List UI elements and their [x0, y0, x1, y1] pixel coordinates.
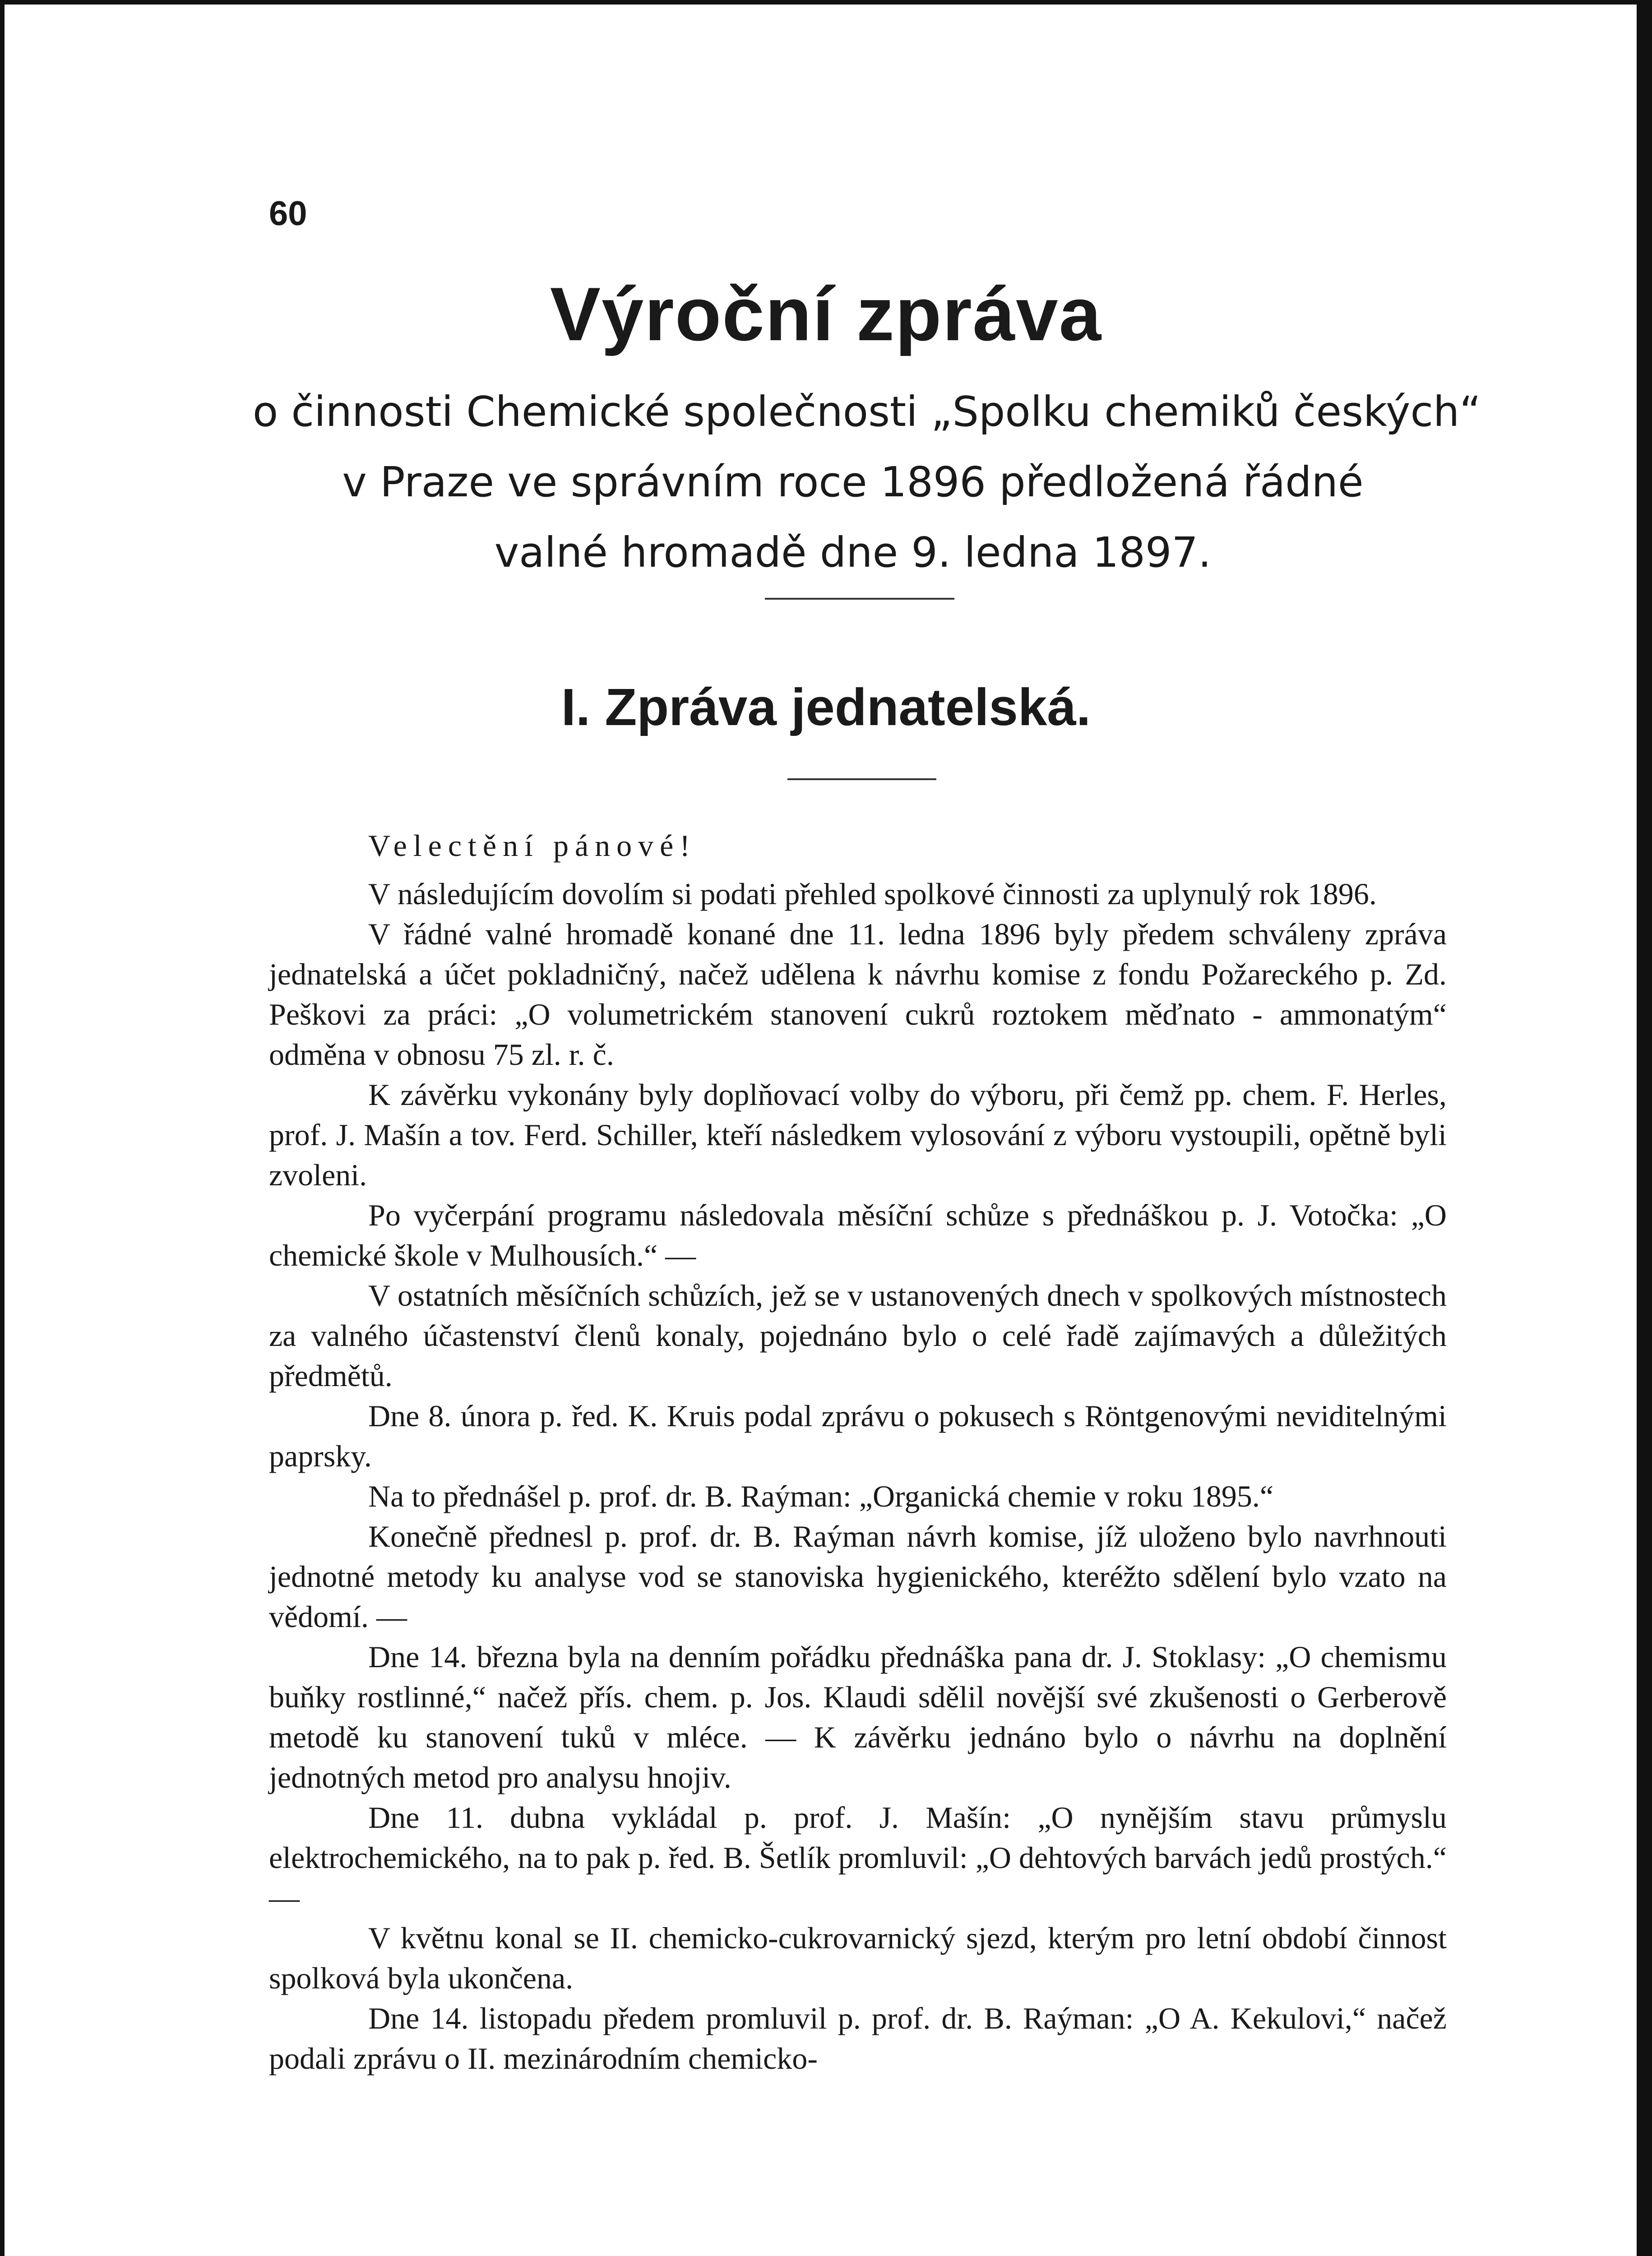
page-title: Výroční zpráva	[550, 272, 1102, 356]
divider-rule	[787, 778, 936, 780]
paragraph: V následujícím dovolím si podati přehled spolkové činnosti za uplynulý rok 1896.	[368, 877, 1377, 911]
paragraph: Dne 8. února p. řed. K. Kruis podal zprávu o pokusech s Röntgenovými neviditelnými paprsky.	[269, 1399, 1447, 1473]
paragraph: K závěrku vykonány byly doplňovací volby do výboru, při čemž pp. chem. F. Herles, prof. J. Mašín a tov. Ferd. Schiller, kteří následkem vylosování z výboru vystoupili, opětně byli zvoleni.	[269, 1077, 1447, 1192]
paragraph: Dne 14. listopadu předem promluvil p. prof. dr. B. Raýman: „O A. Kekulovi,“ načež podali zprávu o II. mezinárodním chemicko-	[269, 2001, 1447, 2076]
section-title: I. Zpráva jednatelská.	[561, 678, 1091, 736]
paragraph: V květnu konal se II. chemicko-cukrovarnický sjezd, kterým pro letní období činnost spolková byla ukončena.	[269, 1921, 1447, 1995]
paragraph: V ostatních měsíčních schůzích, jež se v ustanovených dnech v spolkových místnostech za valného účastenství členů konaly, pojednáno bylo o celé řadě zajímavých a důležitých předmětů.	[269, 1278, 1447, 1393]
paragraph: Dne 11. dubna vykládal p. prof. J. Mašín: „O nynějším stavu průmyslu elektrochemického, na to pak p. řed. B. Šetlík promluvil: „O dehtových barvách jedů prostých.“ —	[269, 1800, 1447, 1915]
paragraph: Po vyčerpání programu následovala měsíční schůze s přednáškou p. J. Votočka: „O chemické škole v Mulhousích.“ —	[269, 1198, 1447, 1272]
subtitle-line: v Praze ve správním roce 1896 předložená řádné	[342, 458, 1364, 506]
paragraph: V řádné valné hromadě konané dne 11. ledna 1896 byly předem schváleny zpráva jednatelská a účet pokladničný, načež udělena k návrhu komise z fondu Požareckého p. Zd. Peškovi za práci: „O volumetrickém stanovení cukrů roztokem měďnato - ammonatým“ odměna v obnosu 75 zl. r. č.	[269, 917, 1447, 1072]
paragraph: Dne 14. března byla na denním pořádku přednáška pana dr. J. Stoklasy: „O chemismu buňky rostlinné,“ načež přís. chem. p. Jos. Klaudi sdělil novější své zkušenosti o Gerberově metodě ku stanovení tuků v mléce. — K závěrku jednáno bylo o návrhu na doplnění jednotných metod pro analysu hnojiv.	[269, 1640, 1447, 1794]
subtitle	[253, 377, 1481, 588]
subtitle-line: valné hromadě dne 9. ledna 1897.	[494, 528, 1212, 577]
salutation: Velectění pánové!	[368, 828, 696, 863]
subtitle-line: o činnosti Chemické společnosti „Spolku chemiků českých“	[253, 388, 1481, 436]
page-number: 60	[269, 194, 307, 233]
report-body	[269, 826, 1447, 2079]
paragraph: Na to přednášel p. prof. dr. B. Raýman: „Organická chemie v roku 1895.“	[368, 1479, 1274, 1513]
divider-rule	[765, 598, 954, 600]
paragraph: Konečně přednesl p. prof. dr. B. Raýman návrh komise, jíž uloženo bylo navrhnouti jednotné metody ku analyse vod se stanoviska hygienického, kteréžto sdělení bylo vzato na vědomí. —	[269, 1519, 1447, 1634]
